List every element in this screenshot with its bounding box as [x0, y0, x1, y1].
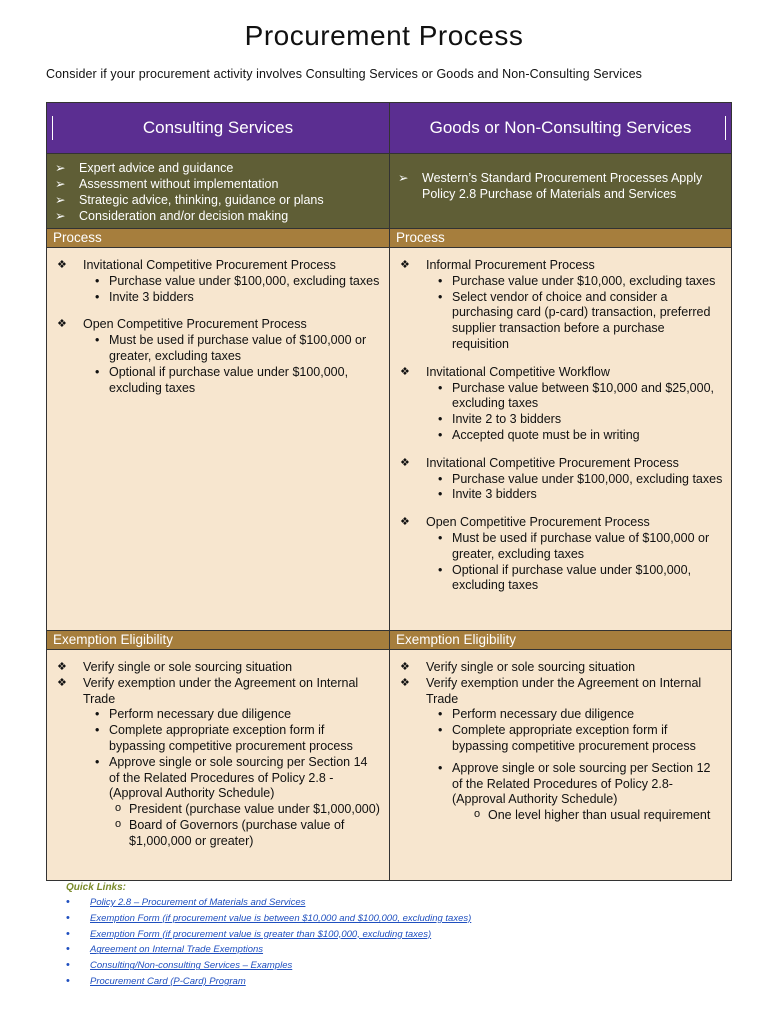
diamond-bullet-icon: ❖	[400, 365, 410, 378]
table-header-row	[47, 103, 731, 153]
process-goods	[389, 248, 731, 630]
header-divider	[725, 116, 726, 140]
list-item: • Approve single or sole sourcing per Section 12 of the Related Procedures of Policy 2.8- (Approval Authority Schedule) o One level higher than usual requirement	[438, 761, 723, 824]
exemption-goods: ❖ Verify single or sole sourcing situation ❖ Verify exemption under the Agreement on Internal Trade • Perform necessary due diligence • Complete appropriate exception form if bypassing competitive procurement process • Approve single or sole sourcing per Section 12 of the Related Procedures of Policy 2.8- (Approval Authority Schedule) o One level higher than usual requirement	[389, 650, 731, 880]
link-policy-2-8[interactable]: Policy 2.8 – Procurement of Materials and Services	[90, 897, 306, 908]
process-group: ❖ Open Competitive Procurement Process • Must be used if purchase value of $100,000 or greater, excluding taxes • Optional if purchase value under $100,000, excluding taxes	[400, 515, 723, 594]
diamond-bullet-icon: ❖	[400, 676, 410, 689]
page-title: Procurement Process	[244, 20, 524, 51]
list-item: • Invite 2 to 3 bidders	[438, 412, 723, 428]
header-consulting-label: Consulting Services	[142, 118, 294, 137]
list-item: • Must be used if purchase value of $100,000 or greater, excluding taxes	[438, 531, 723, 563]
list-item: ➢ Assessment without implementation	[55, 177, 279, 191]
link-services-examples[interactable]: Consulting/Non-consulting Services – Examples	[90, 960, 293, 972]
list-item	[66, 927, 706, 943]
process-group: ❖ Invitational Competitive Procurement Process • Purchase value under $100,000, excluding taxes • Invite 3 bidders	[400, 456, 723, 503]
list-item: • Perform necessary due diligence	[95, 707, 381, 723]
service-description-row	[47, 153, 731, 228]
link-exemption-form-10k-100k[interactable]: Exemption Form (if procurement value is between $10,000 and $100,000, excluding taxes)	[90, 912, 472, 924]
list-item: ➢ Consideration and/or decision making	[55, 209, 289, 223]
diamond-bullet-icon: ❖	[57, 318, 67, 331]
list-item	[66, 942, 706, 958]
list-item: o President (purchase value under $1,000,000)	[115, 802, 381, 818]
diamond-bullet-icon: ❖	[57, 676, 67, 689]
list-item: • Invite 3 bidders	[438, 487, 723, 503]
arrow-bullet-icon: ➢	[398, 171, 409, 185]
list-item: • Optional if purchase value under $100,000, excluding taxes	[95, 365, 381, 397]
arrow-bullet-icon: ➢	[55, 177, 66, 191]
list-item: • Perform necessary due diligence	[438, 707, 723, 723]
quick-links	[66, 882, 706, 990]
process-group: ❖ Open Competitive Procurement Process • Must be used if purchase value of $100,000 or greater, excluding taxes • Optional if purchase value under $100,000, excluding taxes	[57, 317, 381, 396]
exemption-heading-right: Exemption Eligibility	[389, 631, 731, 649]
arrow-bullet-icon: ➢	[55, 209, 66, 223]
list-item	[66, 958, 706, 974]
header-goods	[389, 103, 731, 153]
link-pcard-program[interactable]: Procurement Card (P-Card) Program	[90, 975, 246, 987]
list-item: o Board of Governors (purchase value of $1,000,000 or greater)	[115, 818, 381, 850]
process-consulting	[47, 248, 389, 630]
list-item: • Purchase value under $100,000, excluding taxes	[438, 472, 723, 488]
diamond-bullet-icon: ❖	[400, 661, 410, 673]
list-item: • Complete appropriate exception form if bypassing competitive procurement process	[438, 723, 723, 755]
page-subtitle: Consider if your procurement activity involves Consulting Services or Goods and Non-Consulting Services	[46, 67, 642, 81]
process-heading-right: Process	[389, 229, 731, 247]
list-item: Policy 2.8 Purchase of Materials and Services	[422, 187, 677, 201]
list-item: ➢ Expert advice and guidance	[55, 161, 234, 175]
arrow-bullet-icon: ➢	[55, 161, 66, 175]
arrow-bullet-icon: ➢	[55, 193, 66, 207]
process-group: ❖ Invitational Competitive Procurement Process • Purchase value under $100,000, excluding taxes • Invite 3 bidders	[57, 258, 381, 305]
list-item: • Invite 3 bidders	[95, 290, 381, 306]
list-item: • Complete appropriate exception form if bypassing competitive procurement process	[95, 723, 381, 755]
diamond-bullet-icon: ❖	[400, 456, 410, 469]
diamond-bullet-icon: ❖	[400, 516, 410, 529]
diamond-bullet-icon: ❖	[400, 259, 410, 271]
list-item: • Purchase value under $10,000, excluding taxes	[438, 274, 723, 290]
procurement-table	[46, 102, 732, 881]
list-item: • Must be used if purchase value of $100,000 or greater, excluding taxes	[95, 333, 381, 365]
consulting-description	[47, 154, 389, 228]
exemption-heading-left: Exemption Eligibility	[53, 632, 174, 647]
exemption-consulting: ❖ Verify single or sole sourcing situation ❖ Verify exemption under the Agreement on Internal Trade • Perform necessary due diligence • Complete appropriate exception form if bypassing competitive procurement process • Approve single or sole sourcing per Section 14 of the Related Procedures of Policy 2.8 - (Approval Authority Schedule) o President (purchase value under $1,000,000) o Board of Governors (purchase value of $1,000,000 or greater)	[47, 650, 389, 880]
goods-description	[389, 154, 731, 228]
list-item: ➢ Strategic advice, thinking, guidance or plans	[55, 193, 324, 207]
link-exemption-form-over-100k[interactable]: Exemption Form (if procurement value is greater than $100,000, excluding taxes)	[90, 928, 432, 940]
list-item: • Purchase value under $100,000, excluding taxes	[95, 274, 381, 290]
header-consulting	[47, 103, 389, 153]
link-ait-exemptions[interactable]: Agreement on Internal Trade Exemptions	[90, 944, 264, 956]
header-divider	[52, 116, 53, 140]
diamond-bullet-icon: ❖	[57, 661, 67, 673]
process-group: ❖ Invitational Competitive Workflow • Purchase value between $10,000 and $25,000, excluding taxes • Invite 2 to 3 bidders • Accepted quote must be in writing	[400, 365, 723, 444]
list-item: ➢ Western’s Standard Procurement Processes Apply	[398, 171, 703, 185]
list-item: o One level higher than usual requirement	[474, 808, 723, 824]
list-item: • Select vendor of choice and consider a purchasing card (p-card) transaction, preferred supplier transaction before a purchase requisition	[438, 290, 723, 353]
quick-links-heading: Quick Links:	[66, 882, 127, 893]
diamond-bullet-icon: ❖	[57, 259, 67, 271]
list-item	[66, 895, 706, 911]
process-group: ❖ Informal Procurement Process • Purchase value under $10,000, excluding taxes • Select vendor of choice and consider a purchasing card (p-card) transaction, preferred supplier transaction before a purchase requisition	[400, 258, 723, 353]
exemption-body-row	[47, 650, 731, 880]
exemption-heading-row	[47, 630, 731, 650]
header-goods-label: Goods or Non-Consulting Services	[429, 118, 692, 137]
process-body-row	[47, 248, 731, 630]
list-item	[66, 911, 706, 927]
list-item: • Approve single or sole sourcing per Section 14 of the Related Procedures of Policy 2.8 - (Approval Authority Schedule) o President (purchase value under $1,000,000) o Board of Governors (purchase value of $1,000,000 or greater)	[95, 755, 381, 850]
list-item	[66, 974, 706, 990]
process-heading-left: Process	[53, 230, 102, 245]
list-item: • Optional if purchase value under $100,000, excluding taxes	[438, 563, 723, 595]
list-item: • Accepted quote must be in writing	[438, 428, 723, 444]
list-item: • Purchase value between $10,000 and $25,000, excluding taxes	[438, 381, 723, 413]
process-heading-row	[47, 228, 731, 248]
